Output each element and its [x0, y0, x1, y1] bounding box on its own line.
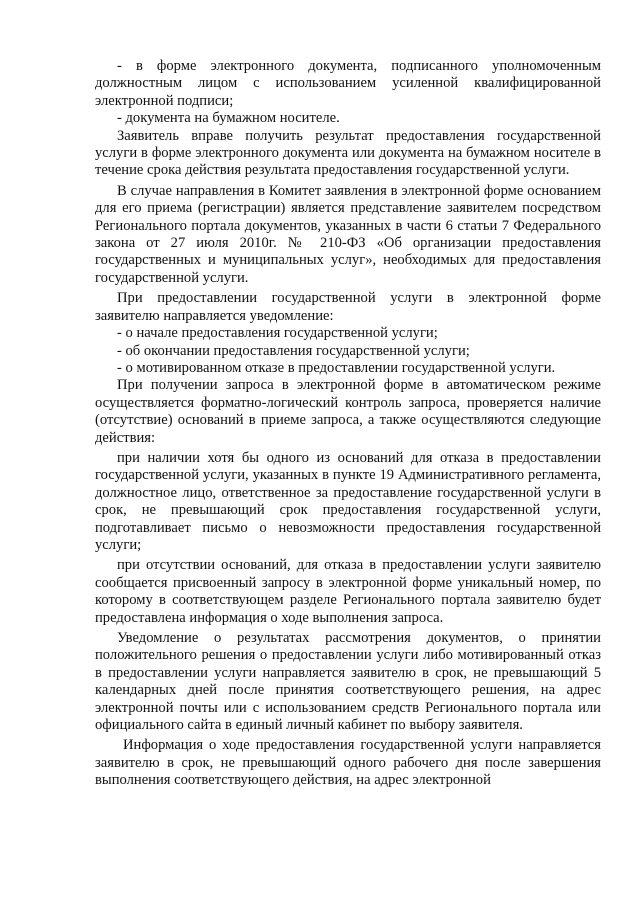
document-page: [95, 58, 601, 790]
paragraph-no-refusal-grounds: при отсутствии оснований, для отказа в предоставлении услуги заявителю сообщается присвоенный запросу в электронной форме уникальный номер, по которому в соответствующем разделе Регионального портала заявителю будет предоставлена информация о ходе выполнения запроса.: [95, 557, 601, 626]
paragraph-notification-intro: При предоставлении государственной услуги в электронной форме заявителю направляется уведомление:: [95, 290, 601, 324]
list-item-start-notice: - о начале предоставления государственной услуги;: [117, 325, 438, 342]
paragraph-refusal-grounds: при наличии хотя бы одного из оснований для отказа в предоставлении государственной услуги, указанных в пункте 19 Административного регламента, должностное лицо, ответственное за предоставление государственной услуги в срок, не превышающий срок предоставления государственной услуги, подготавливает письмо о невозможности предоставления государственной услуги;: [95, 449, 601, 553]
list-item-end-notice: - об окончании предоставления государственной услуги;: [117, 342, 470, 359]
paragraph-applicant-right: Заявитель вправе получить результат предоставления государственной услуги в форме электронного документа или документа на бумажном носителе в течение срока действия результата предоставления государственной услуги.: [95, 127, 601, 179]
paragraph-electronic-application: В случае направления в Комитет заявления в электронной форме основанием для его приема (регистрации) является представление заявителем посредством Регионального портала документов, указанных в части 6 статьи 7 Федерального закона от 27 июля 2010г. № 210-ФЗ «Об организации предоставления государственных и муниципальных услуг», необходимых для предоставления государственной услуги.: [95, 182, 601, 286]
paragraph-paper-document: - документа на бумажном носителе.: [117, 110, 340, 127]
paragraph-progress-information: Информация о ходе предоставления государственной услуги направляется заявителю в срок, не превышающий одного рабочего дня после завершения выполнения соответствующего действия, на адрес электронной: [95, 737, 601, 789]
paragraph-results-notification: Уведомление о результатах рассмотрения документов, о принятии положительного решения о предоставлении услуги либо мотивированный отказ в предоставлении услуги направляется заявителю в срок, не превышающий 5 календарных дней после принятия соответствующего решения, на адрес электронной почты или с использованием средств Регионального портала или официального сайта в единый личный кабинет по выбору заявителя.: [95, 630, 601, 734]
paragraph-electronic-document: - в форме электронного документа, подписанного уполномоченным должностным лицом с использованием усиленной квалифицированной электронной подписи;: [95, 58, 601, 109]
list-item-refusal-notice: - о мотивированном отказе в предоставлении государственной услуги.: [117, 359, 556, 376]
paragraph-automatic-control: При получении запроса в электронной форме в автоматическом режиме осуществляется форматно-логический контроль запроса, проверяется наличие (отсутствие) оснований в приеме запроса, а также осуществляются следующие действия:: [95, 377, 601, 446]
